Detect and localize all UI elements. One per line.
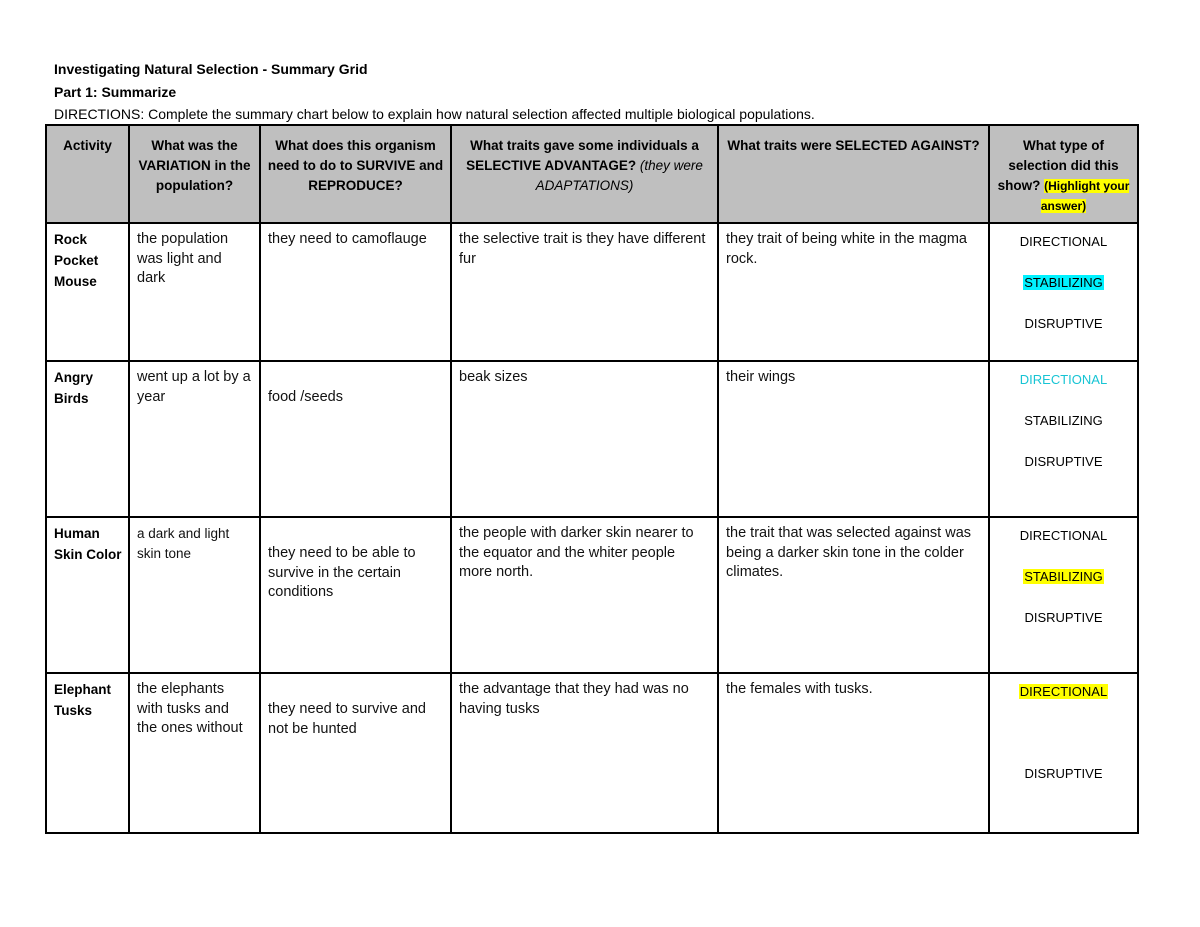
activity-cell: Rock Pocket Mouse — [46, 223, 129, 361]
choice-disruptive[interactable]: DISRUPTIVE — [1024, 316, 1103, 331]
summary-grid — [45, 124, 1139, 834]
choice-directional[interactable]: DIRECTIONAL — [1019, 234, 1108, 249]
variation-cell[interactable]: the population was light and dark — [129, 223, 260, 361]
selection-type-cell — [989, 361, 1138, 517]
survive-cell[interactable]: they need to camoflauge — [260, 223, 451, 361]
header-survive: What does this organism need to do to SURVIVE and REPRODUCE? — [260, 125, 451, 223]
table-row — [46, 673, 1138, 833]
choice-disruptive[interactable]: DISRUPTIVE — [1024, 454, 1103, 469]
survive-cell[interactable]: food /seeds — [260, 361, 451, 517]
selection-type-cell — [989, 223, 1138, 361]
choice-stabilizing[interactable]: STABILIZING — [1024, 413, 1103, 428]
choice-stabilizing[interactable]: STABILIZING — [1024, 569, 1103, 584]
choice-directional[interactable]: DIRECTIONAL — [1019, 372, 1108, 387]
table-row — [46, 361, 1138, 517]
selection-type-cell — [989, 517, 1138, 673]
choice-disruptive[interactable]: DISRUPTIVE — [1024, 766, 1103, 781]
header-row — [46, 125, 1138, 223]
header-activity: Activity — [46, 125, 129, 223]
header-advantage-italic: (they were ADAPTATIONS) — [535, 158, 703, 193]
activity-cell: Human Skin Color — [46, 517, 129, 673]
choice-stabilizing[interactable]: STABILIZING — [1024, 275, 1103, 290]
document-title: Investigating Natural Selection - Summary Grid — [54, 61, 368, 77]
advantage-cell[interactable]: beak sizes — [451, 361, 718, 517]
table-row — [46, 517, 1138, 673]
choice-directional[interactable]: DIRECTIONAL — [1019, 684, 1108, 699]
against-cell[interactable]: they trait of being white in the magma rock. — [718, 223, 989, 361]
part-heading: Part 1: Summarize — [54, 83, 177, 100]
activity-cell: Elephant Tusks — [46, 673, 129, 833]
choice-directional[interactable]: DIRECTIONAL — [1019, 528, 1108, 543]
header-advantage — [451, 125, 718, 223]
header-against: What traits were SELECTED AGAINST? — [718, 125, 989, 223]
variation-cell[interactable]: the elephants with tusks and the ones without — [129, 673, 260, 833]
document-header — [54, 58, 1154, 126]
header-type-main: What type of selection did this show? — [997, 138, 1119, 193]
variation-cell[interactable]: a dark and light skin tone — [129, 517, 260, 673]
header-type — [989, 125, 1138, 223]
survive-cell[interactable]: they need to survive and not be hunted — [260, 673, 451, 833]
against-cell[interactable]: the females with tusks. — [718, 673, 989, 833]
activity-cell: Angry Birds — [46, 361, 129, 517]
header-type-highlight: (Highlight your answer) — [1040, 179, 1130, 213]
advantage-cell[interactable]: the people with darker skin nearer to the equator and the whiter people more north. — [451, 517, 718, 673]
against-cell[interactable]: the trait that was selected against was being a darker skin tone in the colder climates. — [718, 517, 989, 673]
selection-type-cell — [989, 673, 1138, 833]
choice-disruptive[interactable]: DISRUPTIVE — [1024, 610, 1103, 625]
directions-text: DIRECTIONS: Complete the summary chart below to explain how natural selection affected multiple biological populations. — [54, 106, 815, 122]
variation-cell[interactable]: went up a lot by a year — [129, 361, 260, 517]
header-variation: What was the VARIATION in the population? — [129, 125, 260, 223]
table-row — [46, 223, 1138, 361]
header-advantage-main: What traits gave some individuals a SELECTIVE ADVANTAGE? — [466, 138, 699, 173]
advantage-cell[interactable]: the advantage that they had was no having tusks — [451, 673, 718, 833]
survive-cell[interactable]: they need to be able to survive in the certain conditions — [260, 517, 451, 673]
choice-stabilizing[interactable] — [1063, 725, 1065, 740]
against-cell[interactable]: their wings — [718, 361, 989, 517]
advantage-cell[interactable]: the selective trait is they have different fur — [451, 223, 718, 361]
